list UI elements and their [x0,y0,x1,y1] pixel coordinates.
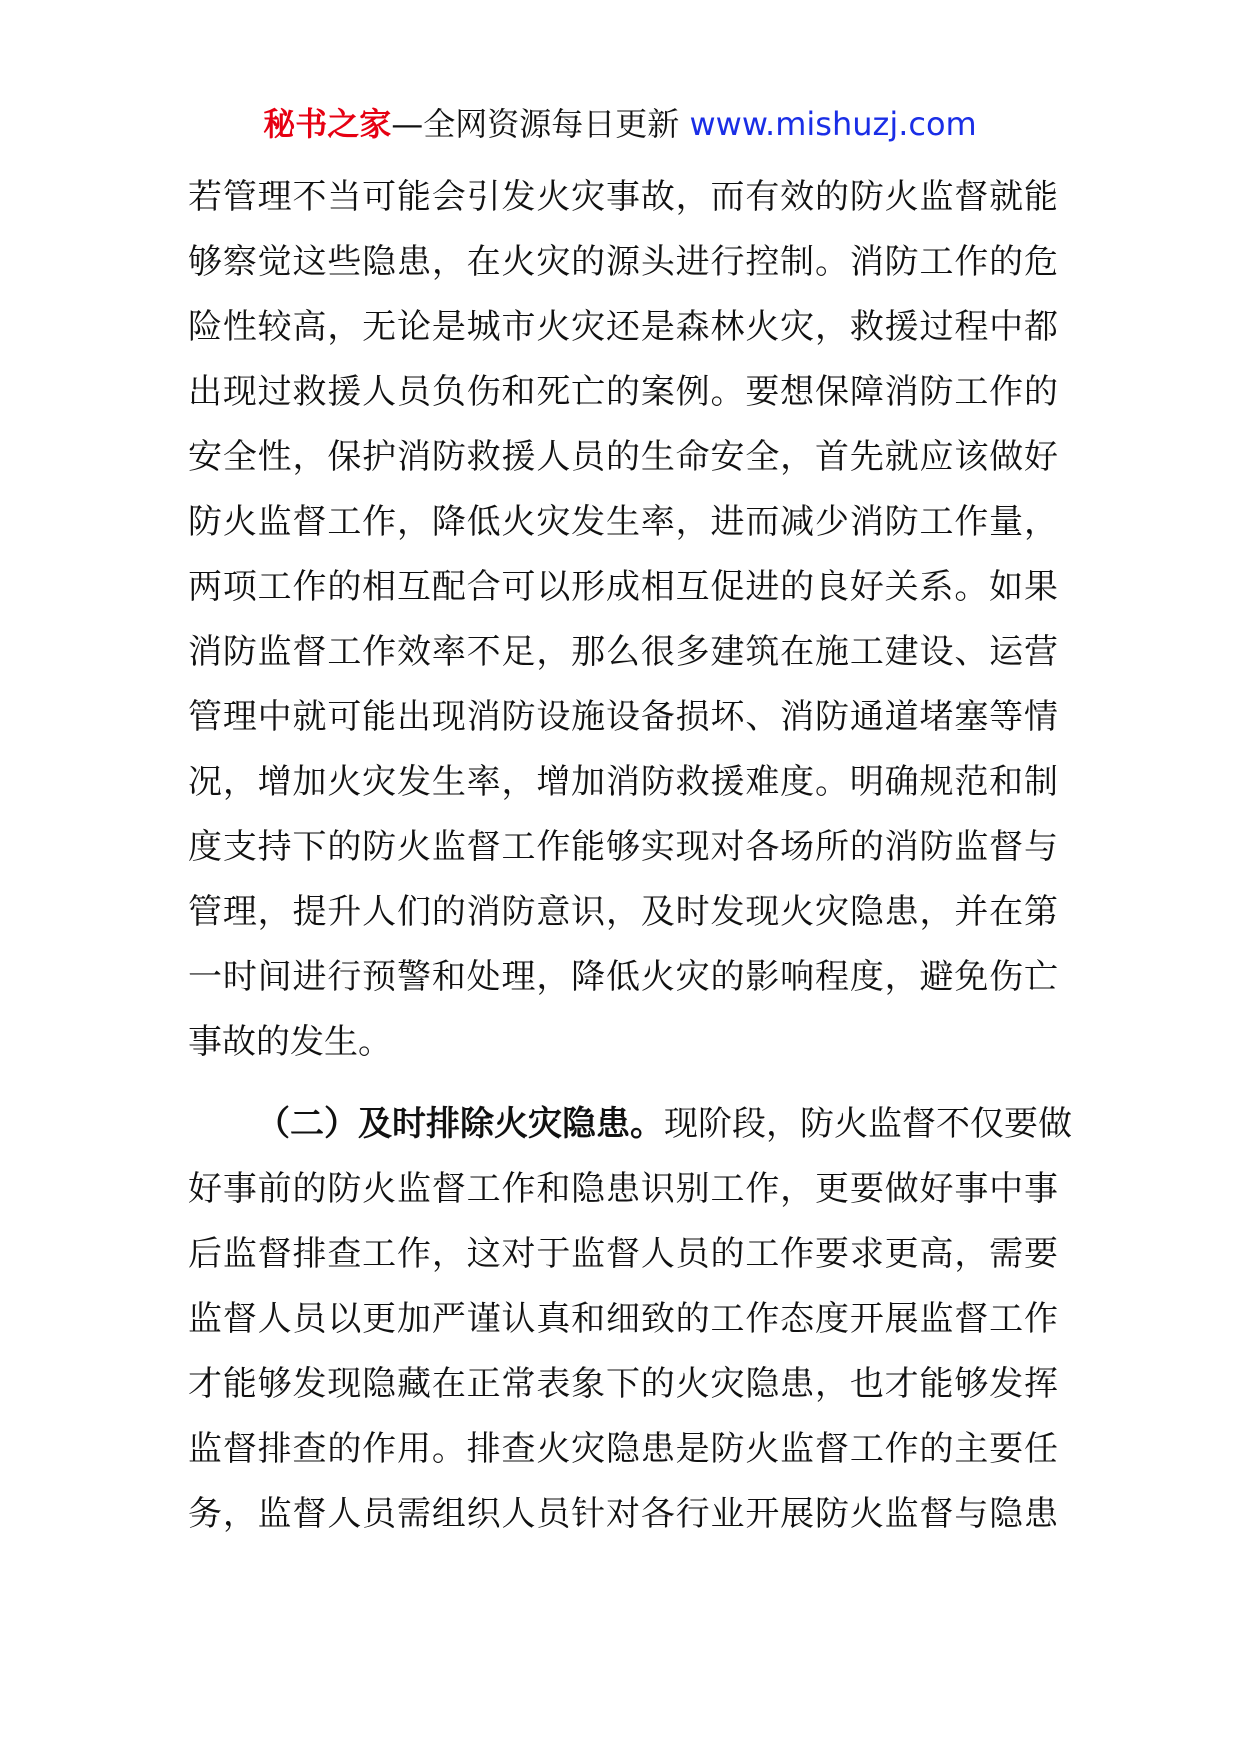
text-line: 防火监督工作，降低火灾发生率，进而减少消防工作量， [188,502,1058,542]
site-url-link[interactable]: www.mishuzj.com [689,105,977,143]
text-line: 管理，提升人们的消防意识，及时发现火灾隐患，并在第 [188,892,1058,932]
text-line: 务，监督人员需组织人员针对各行业开展防火监督与隐患 [188,1494,1058,1534]
text-line: 两项工作的相互配合可以形成相互促进的良好关系。如果 [188,567,1058,607]
text-line: 才能够发现隐藏在正常表象下的火灾隐患，也才能够发挥 [188,1364,1058,1404]
section-heading-continuation: 现阶段，防火监督不仅要做 [664,1104,1072,1144]
text-line: 况，增加火灾发生率，增加消防救援难度。明确规范和制 [188,762,1058,802]
text-line: 事故的发生。 [188,1022,392,1062]
site-slogan: —全网资源每日更新 [391,105,690,143]
text-line: 险性较高，无论是城市火灾还是森林火灾，救援过程中都 [188,307,1058,347]
paragraph-spacer [188,1075,1058,1092]
text-line: 消防监督工作效率不足，那么很多建筑在施工建设、运营 [188,632,1058,672]
site-brand-name: 秘书之家 [263,105,392,143]
text-line: 好事前的防火监督工作和隐患识别工作，更要做好事中事 [188,1169,1058,1209]
text-line: 若管理不当可能会引发火灾事故，而有效的防火监督就能 [188,177,1058,217]
paragraph-eliminate-hazards [188,1092,1072,1547]
document-body [188,165,1072,1547]
text-line: 出现过救援人员负伤和死亡的案例。要想保障消防工作的 [188,372,1058,412]
text-line: 度支持下的防火监督工作能够实现对各场所的消防监督与 [188,827,1058,867]
text-line-with-heading [188,1092,1072,1157]
paragraph-fire-supervision-role [188,165,1058,1075]
text-line: 管理中就可能出现消防设施设备损坏、消防通道堵塞等情 [188,697,1058,737]
text-line: 监督人员以更加严谨认真和细致的工作态度开展监督工作 [188,1299,1058,1339]
text-line: 后监督排查工作，这对于监督人员的工作要求更高，需要 [188,1234,1058,1274]
site-banner [0,100,1240,148]
text-line: 够察觉这些隐患，在火灾的源头进行控制。消防工作的危 [188,242,1058,282]
text-line: 监督排查的作用。排查火灾隐患是防火监督工作的主要任 [188,1429,1058,1469]
section-heading: （二）及时排除火灾隐患。 [256,1104,664,1144]
text-line: 安全性，保护消防救援人员的生命安全，首先就应该做好 [188,437,1058,477]
text-line: 一时间进行预警和处理，降低火灾的影响程度，避免伤亡 [188,957,1058,997]
